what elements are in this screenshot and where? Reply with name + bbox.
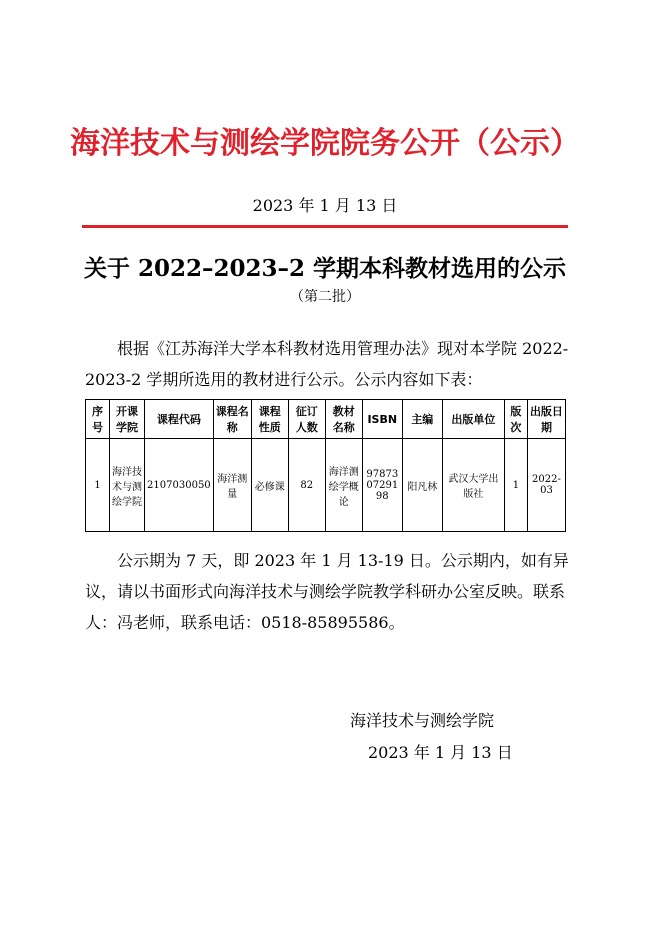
- col-header: 主编: [402, 400, 442, 439]
- table-cell: 1: [86, 439, 110, 532]
- signature-org: 海洋技术与测绘学院: [350, 711, 495, 730]
- table-header-row: [86, 400, 566, 439]
- col-header: 征订人数: [288, 400, 325, 439]
- table-row: [86, 439, 566, 532]
- red-divider: [82, 225, 568, 228]
- col-header: 教材名称: [325, 400, 362, 439]
- col-header: 出版日期: [527, 400, 565, 439]
- col-header: 出版单位: [442, 400, 504, 439]
- textbook-table: [85, 399, 566, 532]
- notice-paragraph: 公示期为 7 天，即 2023 年 1 月 13-19 日。公示期内，如有异议，请以书面形式向海洋技术与测绘学院教学科研办公室反映。联系人：冯老师，联系电话：0518-85895586。: [85, 551, 569, 632]
- table-cell: 1: [504, 439, 527, 532]
- col-header: 开课学院: [110, 400, 145, 439]
- header-title: 海洋技术与测绘学院院务公开（公示）: [70, 126, 580, 161]
- table-cell: 海洋技术与测绘学院: [110, 439, 145, 532]
- table-cell: 2022-03: [527, 439, 565, 532]
- signature-date: 2023 年 1 月 13 日: [368, 743, 513, 762]
- intro-paragraph: 根据《江苏海洋大学本科教材选用管理办法》现对本学院 2022-2023-2 学期所选用的教材进行公示。公示内容如下表：: [85, 339, 569, 389]
- table-cell: 武汉大学出版社: [442, 439, 504, 532]
- col-header: 版次: [504, 400, 527, 439]
- table-cell: 阳凡林: [402, 439, 442, 532]
- document-title: 关于 2022–2023–2 学期本科教材选用的公示: [83, 255, 567, 282]
- table-cell: 海洋测绘学概论: [325, 439, 362, 532]
- col-header: 序号: [86, 400, 110, 439]
- col-header: 课程代码: [145, 400, 214, 439]
- col-header: 课程性质: [251, 400, 288, 439]
- table-cell: 2107030050: [145, 439, 214, 532]
- table-cell: 978730729198: [362, 439, 402, 532]
- document-subtitle: （第二批）: [290, 289, 360, 305]
- table-cell: 82: [288, 439, 325, 532]
- col-header: ISBN: [362, 400, 402, 439]
- table-cell: 必修课: [251, 439, 288, 532]
- col-header: 课程名称: [213, 400, 251, 439]
- header-date: 2023 年 1 月 13 日: [252, 196, 398, 215]
- table-cell: 海洋测量: [213, 439, 251, 532]
